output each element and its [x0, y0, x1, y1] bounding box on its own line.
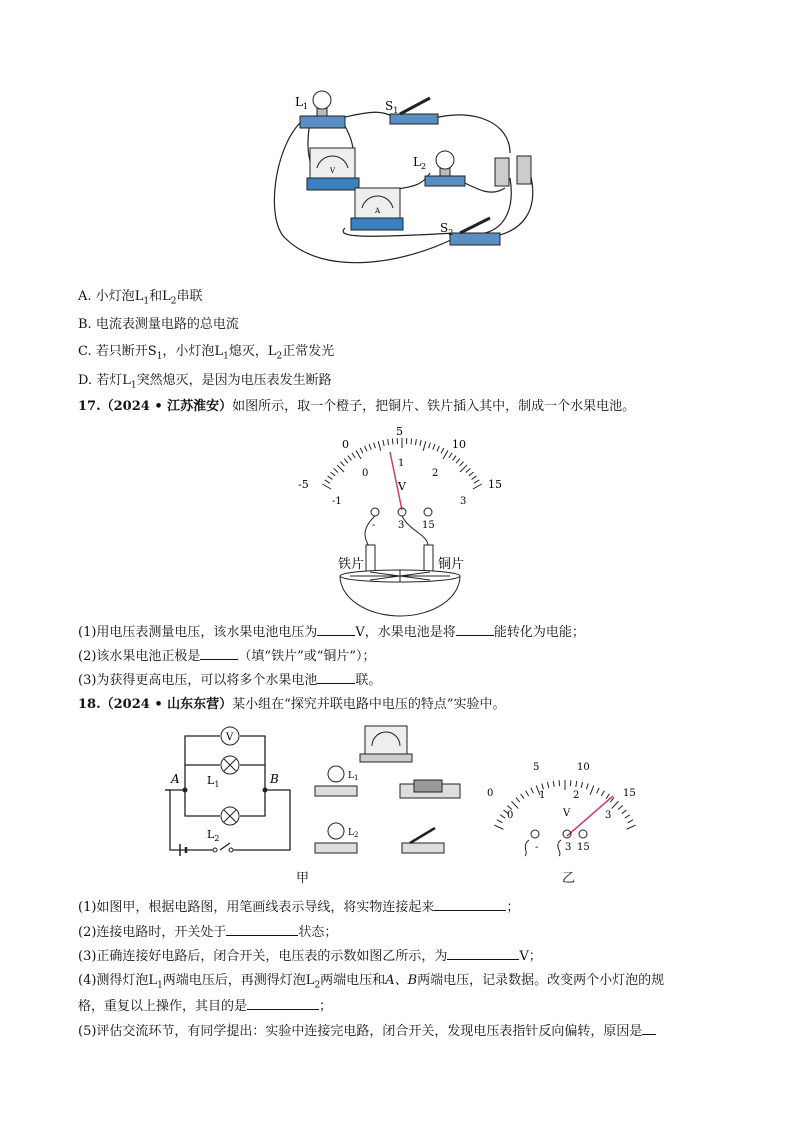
- outer-tick-15: 15: [488, 478, 502, 491]
- dial-tick: [547, 782, 548, 788]
- inner-tick-2: 2: [573, 790, 580, 801]
- node-b: B: [270, 772, 279, 786]
- dial-tick: [494, 825, 503, 829]
- q16-option-d: D. 若灯$L_1$突然熄灭，是因为电压表发生断路: [78, 373, 332, 391]
- copper-label: 铜片: [438, 557, 465, 572]
- fig-label-yi: 乙: [562, 871, 576, 886]
- q18-part-2: (2)连接电路时，开关处于 状态；: [78, 925, 338, 940]
- dial-tick: [466, 468, 470, 472]
- dial-tick: [597, 788, 600, 793]
- label-l2: $L_2$: [413, 155, 427, 171]
- orange-icon: [340, 570, 460, 616]
- node-a: A: [171, 772, 180, 786]
- dial-tick: [328, 476, 333, 480]
- inner-tick-m1: -1: [332, 496, 342, 507]
- dial-tick: [460, 465, 467, 472]
- dial-tick: [433, 444, 435, 450]
- label-l2: $L_2$: [207, 828, 220, 843]
- dial-tick: [415, 439, 416, 445]
- terminal-minus: -: [535, 842, 539, 853]
- dial-tick: [625, 815, 630, 818]
- dial-tick: [378, 441, 381, 451]
- iron-label: 铁片: [338, 557, 365, 572]
- dial-tick: [383, 440, 384, 446]
- dial-tick: [365, 446, 367, 451]
- inner-tick-1: 1: [539, 790, 546, 801]
- dial-tick: [586, 784, 588, 790]
- dial-tick: [542, 784, 544, 790]
- dial-tick: [322, 484, 331, 489]
- unit-v: V: [398, 480, 406, 493]
- outer-tick-0: 0: [342, 438, 349, 451]
- outer-tick-5: 5: [396, 425, 403, 438]
- dial-tick: [606, 794, 609, 799]
- outer-tick-10: 10: [577, 762, 590, 773]
- dial-tick: [441, 448, 444, 453]
- inner-tick-3: 3: [605, 810, 612, 821]
- q17-part-2: (2)该水果电池正极是 （填“铁片”或“铜片”）；: [78, 649, 376, 664]
- dial-tick: [423, 441, 426, 451]
- svg-text:L1: $L_1$: [348, 771, 359, 782]
- dial-tick: [344, 459, 348, 464]
- battery-icon: [495, 156, 531, 186]
- lamp-l1-device-icon: [315, 766, 358, 796]
- battery-device-icon: [400, 780, 460, 798]
- circuit-v: V: [226, 732, 234, 743]
- switch-device-icon: [402, 828, 444, 853]
- inner-tick-3: 3: [460, 496, 467, 507]
- q17-part-3: (3)为获得更高电压，可以将多个水果电池 联。: [78, 673, 382, 688]
- dial-tick: [356, 450, 361, 459]
- dial-tick: [374, 443, 376, 449]
- dial-tick: [590, 786, 594, 795]
- dial-tick: [627, 825, 636, 829]
- label-l1: $L_1$: [295, 95, 309, 111]
- dial-tick: [469, 472, 474, 476]
- q18-part-4: (4)测得灯泡$L_1$两端电压后，再测得灯泡$L_2$两端电压和A、B两端电压，记录数据。改变两个小灯泡的规: [78, 973, 665, 991]
- dial-tick: [437, 446, 439, 451]
- dial-tick: [473, 484, 482, 489]
- dial-tick: [474, 480, 479, 483]
- terminal-3: 3: [565, 842, 572, 853]
- dial-tick: [581, 782, 582, 788]
- dial-tick: [449, 453, 452, 458]
- q18-physical-parts: [310, 718, 470, 863]
- dial-tick: [456, 459, 460, 464]
- dial-tick: [472, 476, 477, 480]
- dial-tick: [612, 801, 619, 808]
- q16-option-c: C. 若只断开$S_1$，小灯泡$L_1$熄灭，$L_2$正常发光: [78, 344, 335, 362]
- dial-tick: [443, 450, 448, 459]
- q17-stem: 17.（2024 • 江苏淮安）如图所示，取一个橙子，把铜片、铁片插入其中，制成一个水果电池。: [78, 399, 636, 414]
- dial-tick: [331, 472, 336, 476]
- fig-label-jia: 甲: [296, 871, 310, 886]
- q18-part-1: (1)如图甲，根据电路图，用笔画线表示导线，将实物连接起来 ；: [78, 900, 520, 915]
- inner-tick-0: 0: [507, 810, 514, 821]
- q16-option-a: A. 小灯泡$L_1$和$L_2$串联: [78, 289, 203, 307]
- terminal-3: 3: [398, 520, 405, 531]
- dial-tick: [511, 801, 518, 808]
- unit-v: V: [563, 808, 571, 819]
- dial-tick: [526, 791, 529, 796]
- dial-tick: [500, 815, 505, 818]
- outer-tick-5: 5: [533, 762, 540, 773]
- dial-tick: [618, 805, 622, 809]
- dial-tick: [453, 456, 457, 461]
- inner-tick-1: 1: [398, 458, 405, 469]
- dial-tick: [334, 468, 338, 472]
- dial-tick: [507, 805, 511, 809]
- dial-tick: [521, 794, 524, 799]
- dial-tick: [628, 820, 633, 823]
- q16-option-b: B. 电流表测量电路的总电流: [78, 317, 239, 332]
- lamp-l2-icon: [425, 151, 465, 186]
- dial-tick: [411, 439, 412, 445]
- ammeter-a-label: A: [375, 207, 381, 215]
- dial-tick: [392, 439, 393, 445]
- dial-tick: [388, 439, 389, 445]
- dial-tick: [460, 462, 464, 466]
- outer-tick-0: 0: [487, 788, 494, 799]
- terminal-minus: -: [372, 520, 376, 531]
- q18-voltmeter-figure: [485, 758, 645, 858]
- inner-tick-0: 0: [362, 468, 369, 479]
- outer-tick-m5: -5: [298, 478, 309, 491]
- outer-tick-10: 10: [452, 438, 466, 451]
- lamp-l2-device-icon: [315, 823, 358, 853]
- dial-tick: [325, 480, 330, 483]
- dial-tick: [420, 440, 421, 446]
- dial-tick: [553, 781, 554, 787]
- label-s2: $S_2$: [440, 221, 454, 237]
- inner-tick-2: 2: [432, 468, 439, 479]
- dial-tick: [352, 453, 355, 458]
- dial-tick: [340, 462, 344, 466]
- q16-circuit-figure: [255, 88, 565, 273]
- voltmeter-v-label: V: [330, 167, 336, 175]
- q17-voltmeter-figure: [290, 420, 515, 620]
- dial-tick: [348, 456, 352, 461]
- svg-text:L2: $L_2$: [348, 828, 359, 839]
- dial-tick: [531, 788, 534, 793]
- label-s1: $S_1$: [385, 99, 399, 115]
- q18-stem: 18.（2024 • 山东东营）某小组在“探究并联电路中电压的特点”实验中。: [78, 697, 506, 712]
- dial-tick: [369, 444, 371, 450]
- dial-tick: [497, 820, 502, 823]
- terminal-15: 15: [577, 842, 590, 853]
- dial-tick: [622, 810, 627, 814]
- q18-circuit-diagram: [155, 718, 300, 863]
- q18-part-3: (3)正确连接好电路后，闭合开关，电压表的示数如图乙所示，为 V；: [78, 949, 542, 964]
- dial-tick: [601, 791, 604, 796]
- dial-tick: [337, 465, 344, 472]
- outer-tick-15: 15: [623, 788, 636, 799]
- terminal-15: 15: [422, 520, 435, 531]
- dial-tick: [360, 448, 363, 453]
- q17-part-1: (1)用电压表测量电压，该水果电池电压为 V，水果电池是将 能转化为电能；: [78, 625, 585, 640]
- q18-part-4-cont: 格，重复以上操作，其目的是 ；: [78, 999, 333, 1014]
- label-l1: $L_1$: [207, 774, 220, 789]
- dial-tick: [429, 443, 431, 449]
- switch-s2-icon: [450, 218, 500, 245]
- dial-tick: [576, 781, 577, 787]
- q18-part-5: (5)评估交流环节，有同学提出：实验中连接完电路，闭合开关，发现电压表指针反向偏转，原因是: [78, 1022, 656, 1041]
- voltmeter-device-icon: [360, 726, 412, 762]
- dial-tick: [516, 797, 520, 802]
